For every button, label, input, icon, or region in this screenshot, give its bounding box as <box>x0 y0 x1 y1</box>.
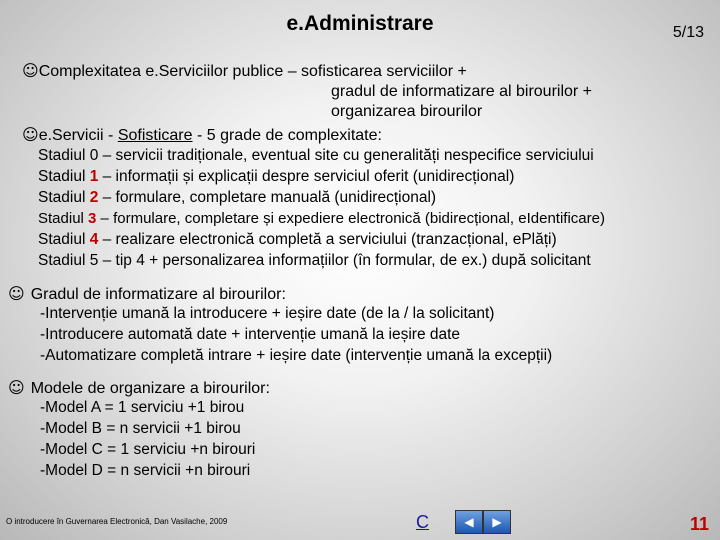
footer-credit: O introducere în Guvernarea Electronică, Dan Vasilache, 2009 <box>6 517 228 526</box>
complexity-line-2: gradul de informatizare al birourilor + <box>331 83 593 100</box>
arrow-left-icon: ◀ <box>464 515 474 529</box>
stage-0: Stadiul 0 – servicii tradiționale, eventual site cu generalități nespecifice serviciului <box>38 147 594 164</box>
complexity-line-3: organizarea birourilor <box>331 103 483 120</box>
office-informatization-heading: ☺ Gradul de informatizare al birourilor: <box>8 284 286 303</box>
smiley-bullet-icon: ☺ <box>8 284 25 303</box>
sophistication-heading: ☺e.Servicii - Sofisticare - 5 grade de complexitate: <box>22 125 382 144</box>
model-item-c: -Model C = 1 serviciu +n birouri <box>40 441 256 458</box>
stage-1: Stadiul 1 – informații și explicații despre serviciul oferit (unidirecțional) <box>38 168 515 185</box>
complexity-line-1: ☺Complexitatea e.Serviciilor publice – sofisticarea serviciilor + <box>22 61 467 80</box>
page-indicator: 5/13 <box>672 24 704 41</box>
model-item-b: -Model B = n servicii +1 birou <box>40 420 241 437</box>
informatization-item-3: -Automatizare completă intrare + ieșire date (intervenție umană la excepții) <box>40 347 553 364</box>
stage-3: Stadiul 3 – formulare, completare și expediere electronică (bidirecțional, eIdentificare) <box>38 210 605 227</box>
contents-link[interactable]: C <box>416 512 429 532</box>
previous-slide-button[interactable] <box>455 510 483 534</box>
smiley-bullet-icon: ☺ <box>8 378 25 397</box>
stage-5: Stadiul 5 – tip 4 + personalizarea informațiilor (în formular, de ex.) după solicitant <box>38 252 591 269</box>
arrow-right-icon: ▶ <box>492 515 502 529</box>
office-models-heading: ☺ Modele de organizare a birourilor: <box>8 378 270 397</box>
next-slide-button[interactable] <box>483 510 511 534</box>
model-item-a: -Model A = 1 serviciu +1 birou <box>40 399 245 416</box>
smiley-bullet-icon: ☺ <box>22 125 39 144</box>
smiley-bullet-icon: ☺ <box>22 61 39 80</box>
stage-2: Stadiul 2 – formulare, completare manuală (unidirecțional) <box>38 189 437 206</box>
informatization-item-1: -Intervenție umană la introducere + ieșire date (de la / la solicitant) <box>40 305 495 322</box>
informatization-item-2: -Introducere automată date + intervenție umană la ieșire date <box>40 326 461 343</box>
stage-4: Stadiul 4 – realizare electronică completă a serviciului (tranzacțional, ePlăți) <box>38 231 557 248</box>
slide-title: e.Administrare <box>286 12 434 35</box>
slide-number: 11 <box>690 514 710 534</box>
model-item-d: -Model D = n servicii +n birouri <box>40 462 251 479</box>
